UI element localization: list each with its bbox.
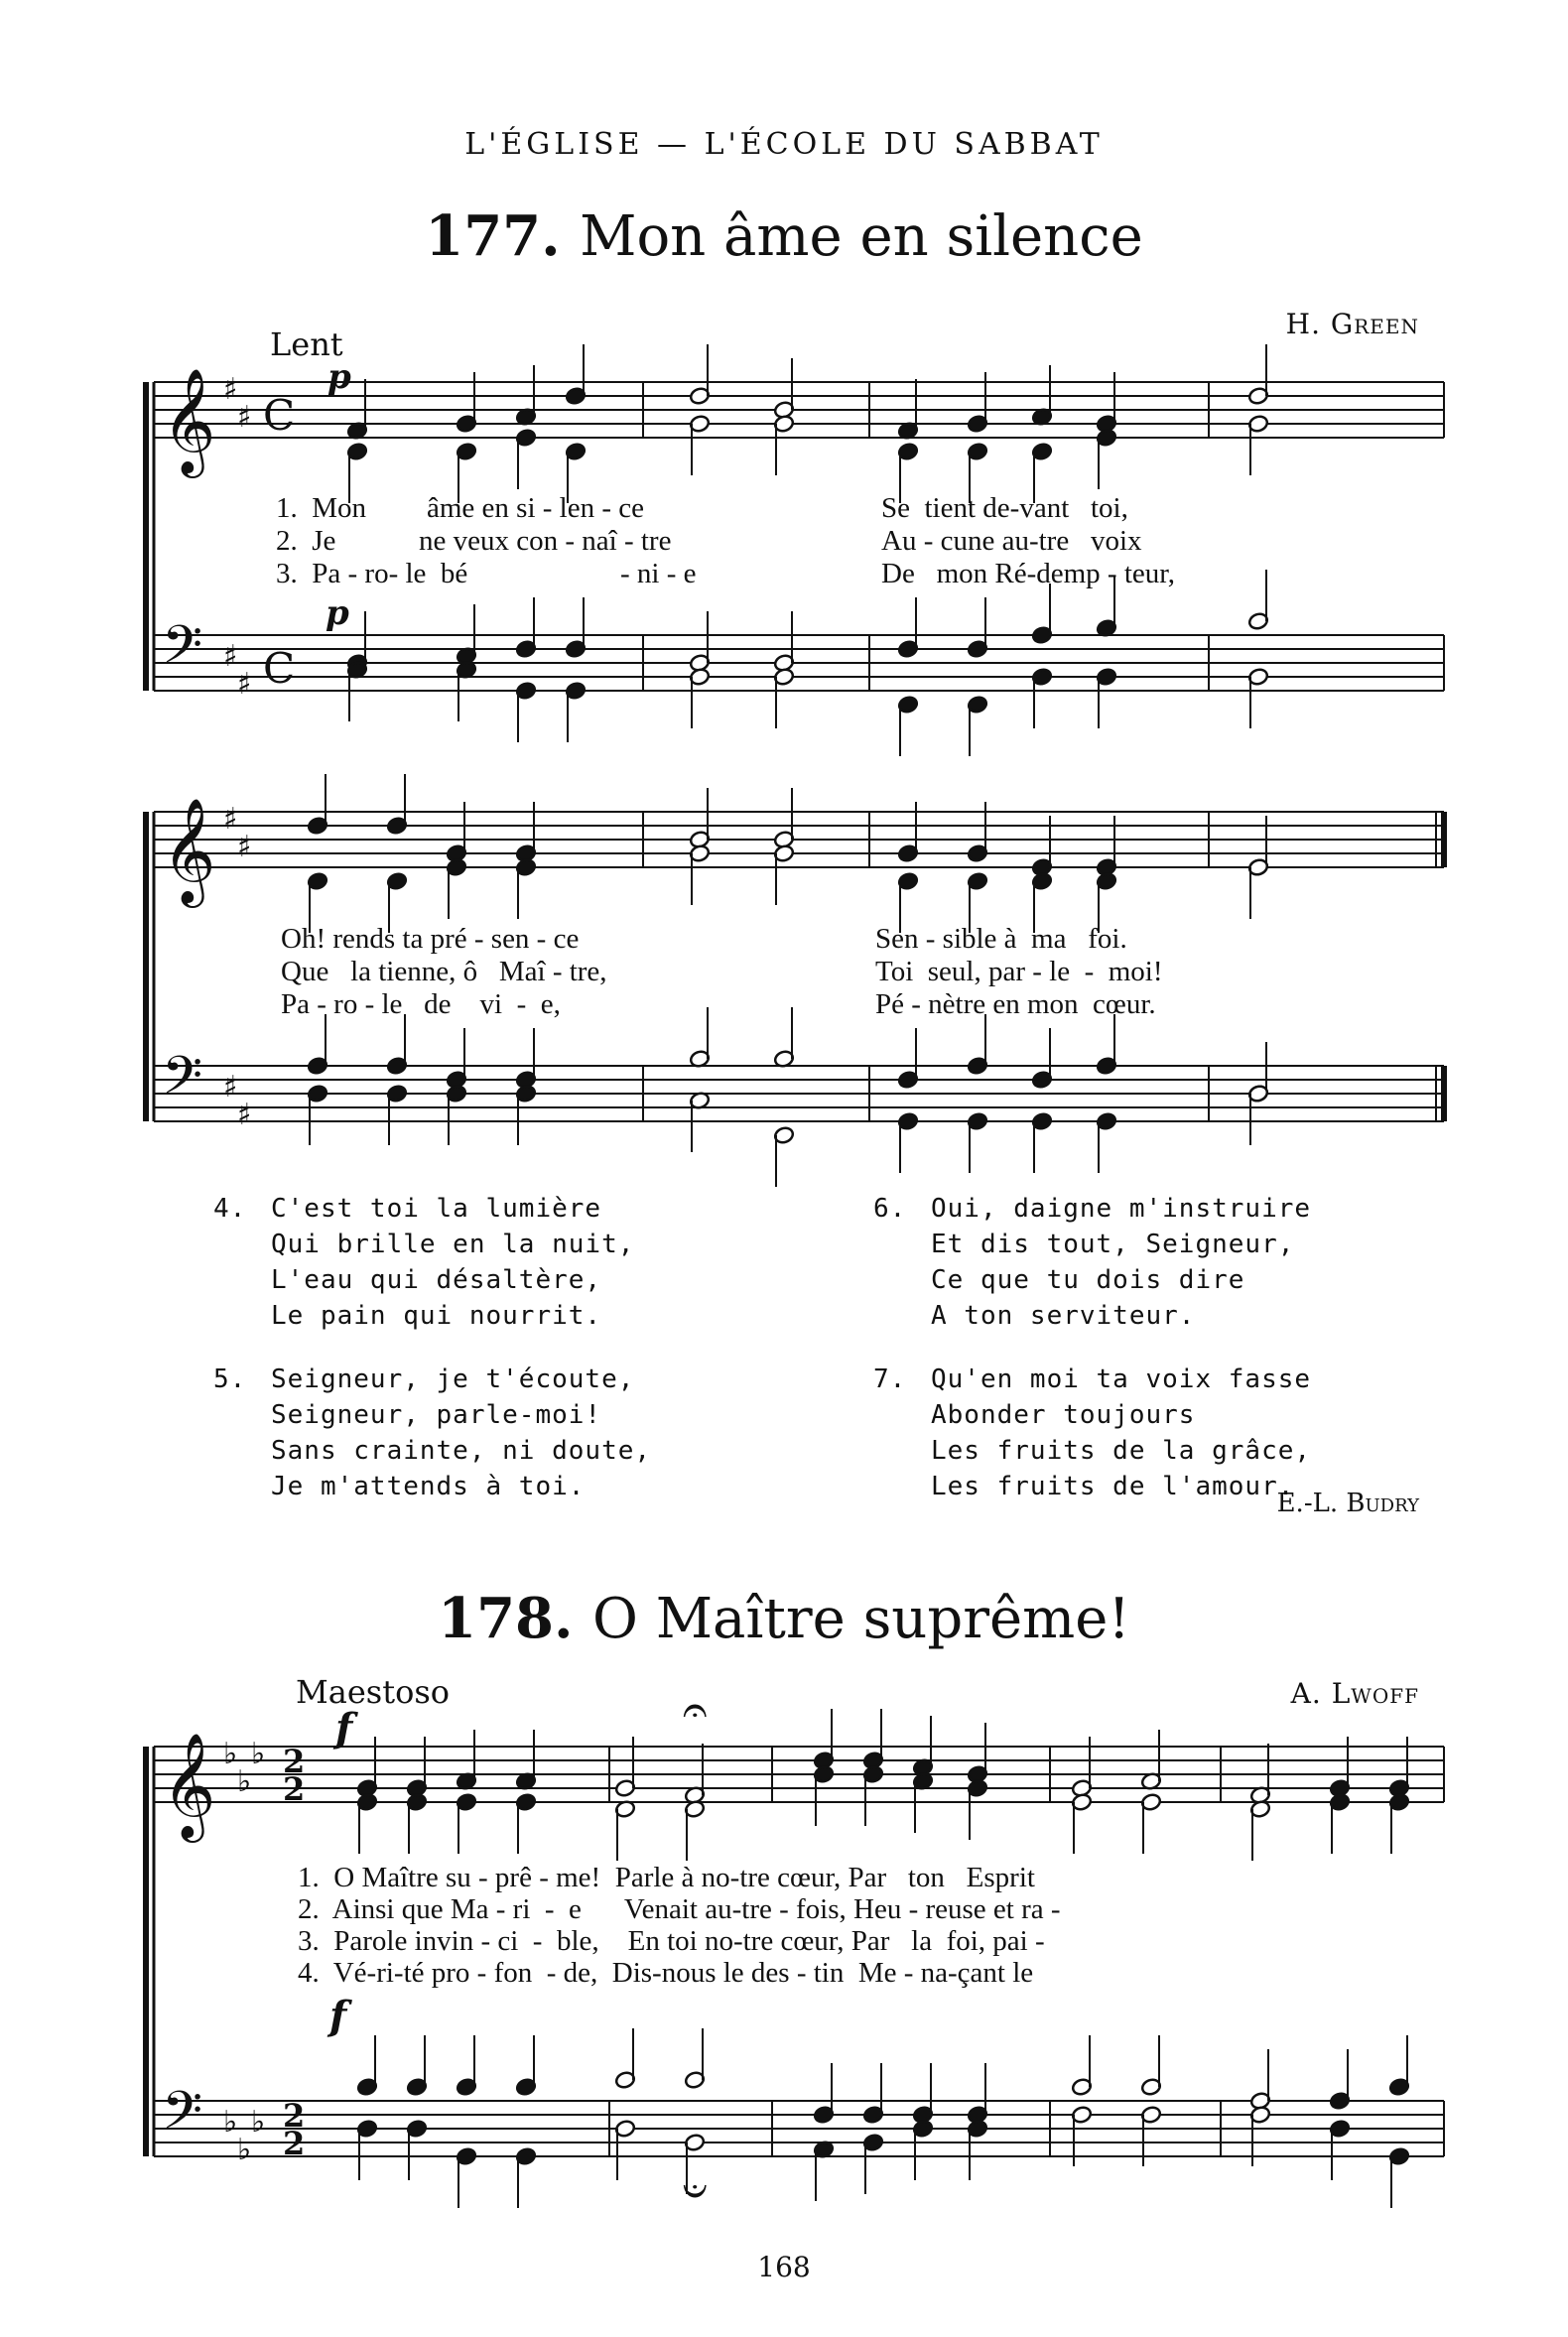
verse-line: Les fruits de la grâce, — [931, 1436, 1312, 1466]
key-signature-icon: ♯ — [223, 639, 238, 674]
verse-line: Ce que tu dois dire — [931, 1265, 1245, 1295]
lyric-s2-v1-a: Oh! rends ta pré - sen - ce — [281, 923, 580, 955]
key-signature-icon: ♯ — [237, 1098, 252, 1132]
verse-line: Et dis tout, Seigneur, — [931, 1230, 1295, 1259]
lyric-s1-v2-a: 2. Je — [276, 525, 336, 557]
verses-right — [873, 1191, 1311, 1504]
hymn-177-author — [1277, 1489, 1419, 1518]
lyric-178-v3: 3. Parole invin - ci - ble, En toi no-tre cœur, Par la foi, pai - — [298, 1925, 1045, 1957]
treble-clef-icon: 𝄞 — [162, 367, 216, 473]
verse-5 — [213, 1362, 651, 1504]
hymn-178-name: O Maître suprême! — [592, 1587, 1130, 1651]
lyric-s1-v3-a: 3. Pa - ro- le bé — [276, 558, 468, 589]
hymn-177-name: Mon âme en silence — [580, 204, 1143, 269]
bass-clef-icon: 𝄢 — [162, 615, 203, 689]
treble-clef-icon: 𝄞 — [162, 1732, 216, 1838]
time-signature: 2 — [283, 2125, 306, 2162]
verse-line: Seigneur, je t'écoute, — [271, 1364, 635, 1394]
verse-line: A ton serviteur. — [931, 1301, 1196, 1331]
verse-line: Les fruits de l'amour. — [931, 1472, 1295, 1501]
lyric-s1-v3-b: - ni - e — [620, 558, 697, 589]
key-signature-icon: ♭ — [237, 1764, 252, 1799]
lyric-s2-v3-a: Pa - ro - le de vi - e, — [281, 988, 561, 1020]
key-signature-icon: ♯ — [237, 830, 252, 864]
treble-clef-icon: 𝄞 — [162, 797, 216, 903]
verse-line: Sans crainte, ni doute, — [271, 1436, 652, 1466]
time-signature: C — [263, 644, 296, 693]
verse-line: Qu'en moi ta voix fasse — [931, 1364, 1312, 1394]
fermata-icon: 𝄑 — [683, 2165, 708, 2216]
verse-line: Oui, daigne m'instruire — [931, 1194, 1312, 1224]
hymn-178-dynamic-treble: f — [335, 1705, 353, 1752]
key-signature-icon: ♯ — [223, 802, 238, 837]
hymn-177-dynamic-bass: p — [326, 593, 349, 633]
lyric-s2-v2-a: Que la tienne, ô Maî - tre, — [281, 956, 607, 987]
time-signature: 2 — [283, 1743, 306, 1780]
time-signature: C — [263, 391, 296, 440]
key-signature-icon: ♭ — [251, 2105, 266, 2140]
verse-line: Je m'attends à toi. — [271, 1472, 586, 1501]
key-signature-icon: ♯ — [223, 372, 238, 407]
verse-7 — [873, 1362, 1311, 1504]
key-signature-icon: ♭ — [237, 2133, 252, 2167]
key-signature-icon: ♯ — [237, 667, 252, 702]
lyric-178-v2: 2. Ainsi que Ma - ri - e Venait au-tre - fois, Heu - reuse et ra - — [298, 1893, 1061, 1925]
verse-6 — [873, 1191, 1311, 1334]
hymn-178-dynamic-bass: f — [329, 1993, 347, 2039]
verse-4 — [213, 1191, 651, 1334]
hymn-177-tempo: Lent — [270, 325, 343, 363]
lyric-178-v1: 1. O Maître su - prê - me! Parle à no-tre cœur, Par ton Esprit — [298, 1862, 1035, 1893]
lyric-s1-v1-c: Se tient de-vant toi, — [881, 492, 1128, 524]
verse-line: Le pain qui nourrit. — [271, 1301, 602, 1331]
lyric-s1-v1-a: 1. Mon — [276, 492, 367, 524]
hymn-177-composer-name: H. Green — [1285, 308, 1419, 340]
verse-line: Qui brille en la nuit, — [271, 1230, 635, 1259]
lyric-s1-v2-b: ne veux con - naî - tre — [419, 525, 672, 557]
lyric-s1-v3-c: De mon Ré-demp - teur, — [881, 558, 1176, 589]
time-signature: 2 — [283, 2097, 306, 2135]
key-signature-icon: ♭ — [251, 1737, 266, 1771]
author-name: E.-L. Budry — [1276, 1489, 1419, 1518]
bass-clef-icon: 𝄢 — [162, 2081, 203, 2154]
bass-clef-icon: 𝄢 — [162, 1046, 203, 1119]
key-signature-icon: ♯ — [237, 400, 252, 435]
verse-number: 6. — [873, 1194, 907, 1224]
verse-number: 7. — [873, 1364, 907, 1394]
hymn-178-title — [0, 1586, 1568, 1651]
section-header: L'ÉGLISE — L'ÉCOLE DU SABBAT — [464, 127, 1104, 162]
hymn-178-tempo: Maestoso — [296, 1673, 451, 1711]
key-signature-icon: ♭ — [223, 1737, 238, 1771]
key-signature-icon: ♯ — [223, 1070, 238, 1104]
hymn-178-composer — [1291, 1677, 1419, 1710]
lyric-s2-v2-b: Toi seul, par - le - moi! — [875, 956, 1163, 987]
hymn-177-dynamic-treble: p — [327, 357, 351, 397]
verses-left — [213, 1191, 651, 1504]
verse-line: C'est toi la lumière — [271, 1194, 602, 1224]
lyric-s1-v1-b: âme en si - len - ce — [427, 492, 645, 524]
key-signature-icon: ♭ — [223, 2105, 238, 2140]
lyric-s2-v1-b: Sen - sible à ma foi. — [875, 923, 1127, 955]
hymn-177-number: 177. — [425, 203, 561, 269]
lyric-s1-v2-c: Au - cune au-tre voix — [881, 525, 1142, 557]
page-number: 168 — [757, 2251, 811, 2283]
verse-number: 5. — [213, 1364, 247, 1394]
lyric-s2-v3-b: Pé - nètre en mon cœur. — [875, 988, 1156, 1020]
lyric-178-v4: 4. Vé-ri-té pro - fon - de, Dis-nous le des - tin Me - na-çant le — [298, 1957, 1034, 1989]
hymn-178-composer-name: A. Lwoff — [1290, 1677, 1419, 1710]
verse-line: Seigneur, parle-moi! — [271, 1400, 602, 1430]
fermata-icon: 𝄐 — [683, 1685, 708, 1736]
verse-number: 4. — [213, 1194, 247, 1224]
verse-line: L'eau qui désaltère, — [271, 1265, 602, 1295]
verse-line: Abonder toujours — [931, 1400, 1196, 1430]
time-signature: 2 — [283, 1770, 306, 1808]
hymn-178-number: 178. — [438, 1586, 574, 1651]
